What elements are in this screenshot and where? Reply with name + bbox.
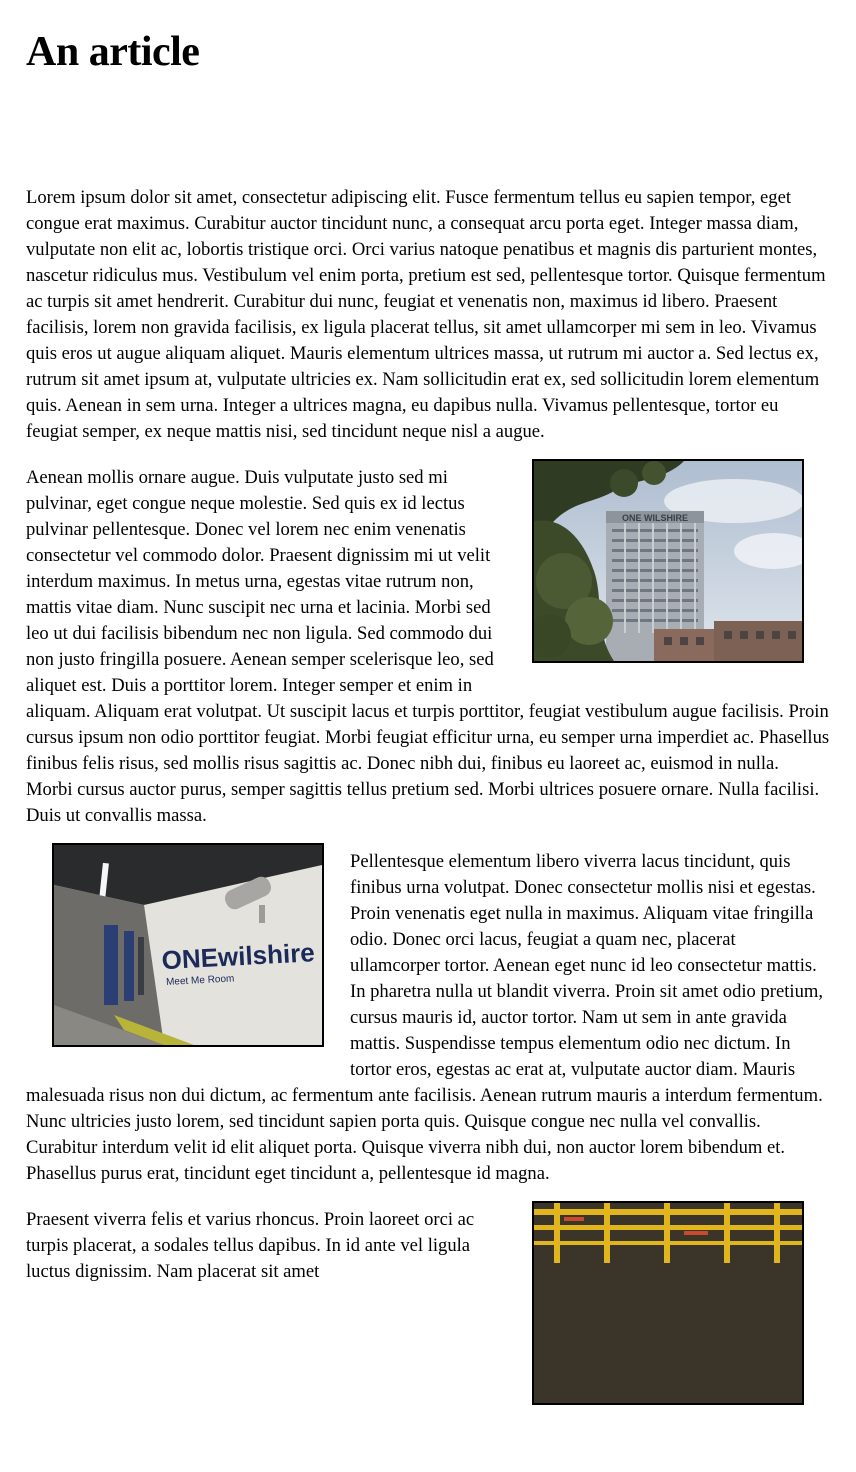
hallway-sign-text: ONEwilshire — [160, 937, 316, 976]
article-paragraph-3: Pellentesque elementum libero viverra lacus tincidunt, quis finibus urna volutpat. Donec consectetur mollis nisi et egestas. Proin venenatis eget nulla in maximus. Aliquam vitae fringilla odio. Donec orci lacus, feugiat a quam nec, placerat ullamcorper tortor. Aenean eget nunc id leo consectetur mattis. In pharetra nulla ut blandit viverra. Proin sit amet odio pretium, cursus mauris id, auctor tortor. Nam ut sem in ante gravida mattis. Suspendisse tempus elementum odio nec dictum. In tortor eros, egestas ac erat at, vulputate auctor diam. Mauris malesuada risus non dui dictum, ac fermentum ante facilisis. Aenean rutrum mauris a interdum fermentum. Nunc ultricies justo lorem, sed tincidunt sapien porta quis. Quisque congue nec nulla vel convallis. Curabitur interdum velit id elit aliquet porta. Quisque viverra nibh dui, non auctor lorem bibendum et. Phasellus purus erat, tincidunt eget tincidunt a, pellentesque id magna. — [26, 851, 823, 1184]
article-title: An article — [26, 29, 200, 75]
building-photo-image — [534, 461, 802, 661]
article-page — [0, 28, 856, 1285]
building-sign-text: ONE WILSHIRE — [621, 513, 689, 523]
hallway-sign-subtext: Meet Me Room — [165, 973, 235, 988]
hallway-photo-image — [54, 845, 322, 1045]
article-paragraph-4: Praesent viverra felis et varius rhoncus. Proin laoreet orci ac turpis placerat, a sodales tellus dapibus. In id ante vel ligula luctus dignissim. Nam placerat sit amet — [26, 1209, 475, 1282]
server-room-photo — [532, 1201, 804, 1405]
building-photo — [532, 459, 804, 663]
server-room-photo-image — [534, 1203, 802, 1403]
hallway-photo — [52, 843, 324, 1047]
article-paragraph-2: Aenean mollis ornare augue. Duis vulputate justo sed mi pulvinar, eget congue neque molestie. Sed quis ex id lectus pulvinar pellentesque. Donec vel lorem nec enim venenatis consectetur vel commodo dolor. Praesent dignissim mi ut velit interdum maximus. In metus urna, egestas vitae rutrum non, mattis vitae diam. Nunc suscipit nec urna et lacinia. Morbi sed leo ut dui facilisis bibendum nec non ligula. Sed commodo dui non justo fringilla posuere. Aenean semper scelerisque leo, sed aliquet est. Duis a porttitor lorem. Integer semper et enim in aliquam. Aliquam erat volutpat. Ut suscipit lacus et turpis porttitor, feugiat vestibulum augue facilisis. Proin cursus ipsum non odio porttitor feugiat. Morbi feugiat efficitur urna, eu semper urna imperdiet ac. Phasellus finibus felis risus, sed mollis risus sagittis ac. Donec nibh dui, finibus eu laoreet ac, euismod in nulla. Morbi cursus auctor purus, semper sagittis tellus pretium sed. Morbi ultrices posuere ornare. Nulla facilisi. Duis ut convallis massa. — [26, 467, 830, 826]
article-paragraph-1: Lorem ipsum dolor sit amet, consectetur adipiscing elit. Fusce fermentum tellus eu sapien tempor, eget congue erat maximus. Curabitur auctor tincidunt nunc, a consequat arcu porta eget. Integer massa diam, vulputate non elit ac, lobortis tristique orci. Orci varius natoque penatibus et magnis dis parturient montes, nascetur ridiculus mus. Vestibulum vel enim porta, pretium est sed, pellentesque tortor. Quisque fermentum ac turpis sit amet hendrerit. Curabitur dui nunc, feugiat et venenatis non, maximus id libero. Praesent facilisis, lorem non gravida facilisis, ex ligula placerat tellus, sit amet ullamcorper mi sem in leo. Vivamus quis eros ut augue aliquam aliquet. Mauris elementum ultrices massa, ut rutrum mi auctor a. Sed lectus ex, rutrum sit amet ipsum at, vulputate ultricies ex. Nam sollicitudin erat ex, sed sollicitudin lorem elementum quis. Aenean in sem urna. Integer a ultrices magna, eu dapibus nulla. Vivamus pellentesque, tortor eu feugiat semper, ex neque mattis nisi, sed tincidunt neque nisl a augue. — [26, 187, 826, 442]
